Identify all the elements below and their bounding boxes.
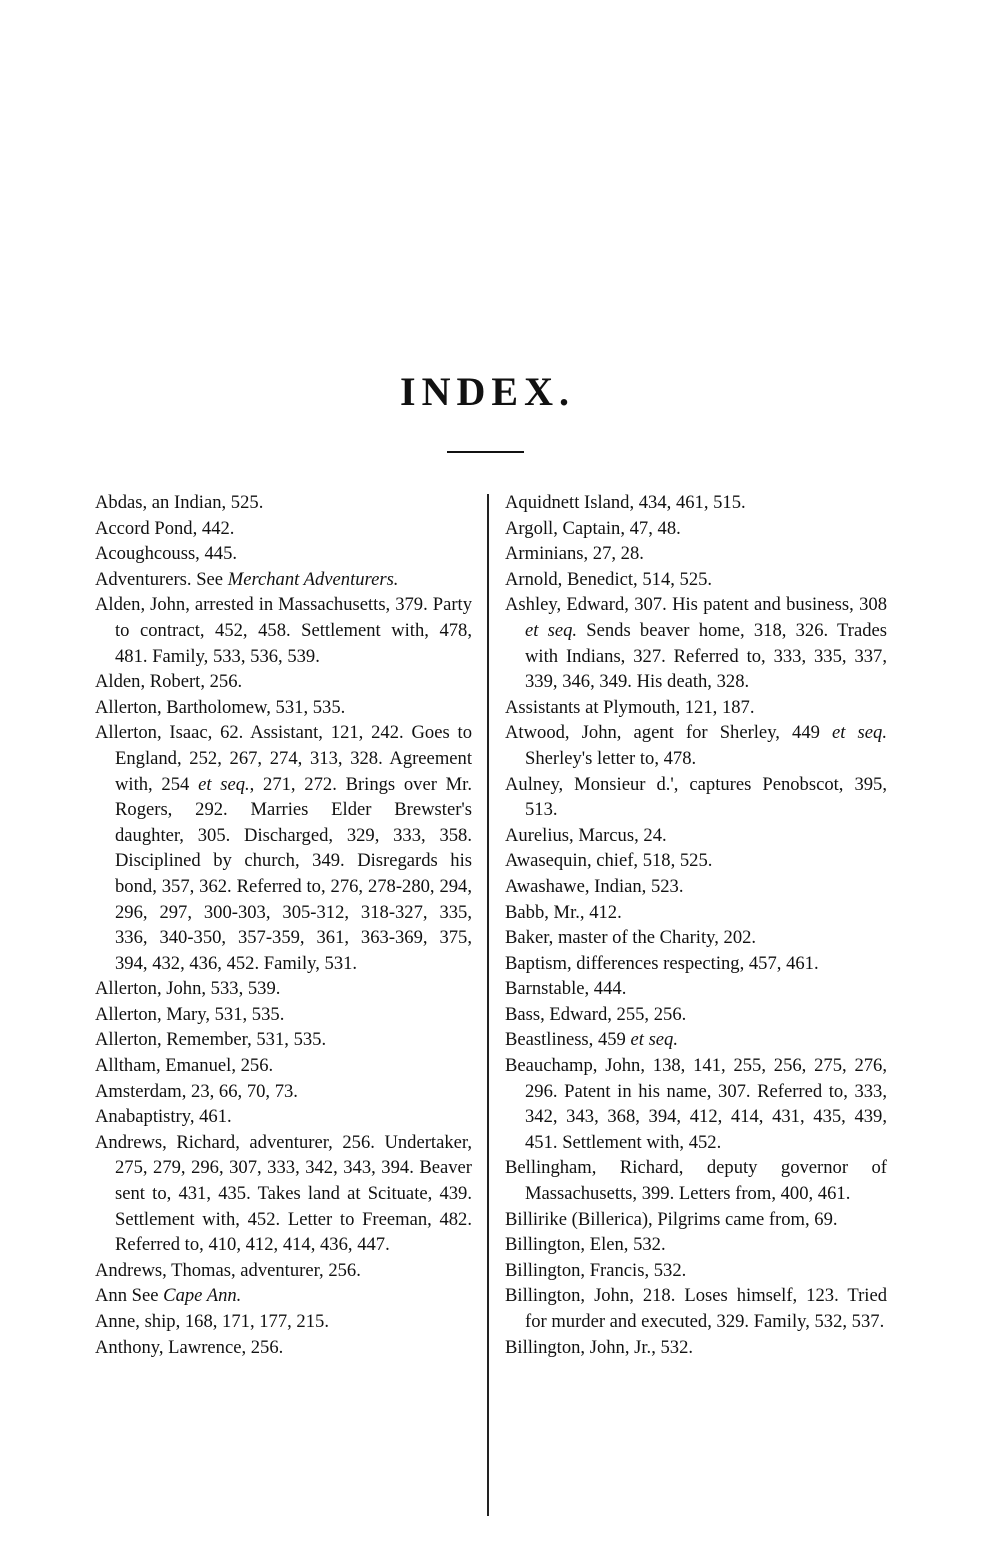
index-entry: Billington, John, 218. Loses himself, 123. Tried for murder and executed, 329. Family, 532, 537.: [505, 1285, 887, 1332]
index-entry: Aquidnett Island, 434, 461, 515.: [505, 492, 746, 513]
index-entry: Ann See Cape Ann.: [95, 1285, 242, 1307]
column-divider: [487, 494, 489, 1516]
index-entry: Bellingham, Richard, deputy governor of Massachusetts, 399. Letters from, 400, 461.: [505, 1157, 887, 1205]
index-entry: Baker, master of the Charity, 202.: [505, 927, 757, 949]
index-entry: Bass, Edward, 255, 256.: [505, 1003, 687, 1025]
index-entry: Billirike (Billerica), Pilgrims came from, 69.: [505, 1208, 838, 1230]
index-entry: Barnstable, 444.: [505, 978, 627, 1000]
index-entry: Alltham, Emanuel, 256.: [95, 1055, 274, 1077]
index-entry: Baptism, differences respecting, 457, 461.: [505, 952, 819, 974]
index-entry: Allerton, Bartholomew, 531, 535.: [95, 696, 346, 718]
index-entry: Beauchamp, John, 138, 141, 255, 256, 275, 276, 296. Patent in his name, 307. Referred to, 333, 342, 343, 368, 394, 412, 414, 431, 435, 439, 451. Settlement with, 452.: [505, 1055, 887, 1153]
index-entry: Amsterdam, 23, 66, 70, 73.: [95, 1080, 298, 1102]
index-column-left: [95, 490, 472, 1360]
index-entry: Allerton, John, 533, 539.: [95, 978, 281, 1000]
index-entry: Arminians, 27, 28.: [505, 543, 644, 565]
index-entry: Arnold, Benedict, 514, 525.: [505, 568, 713, 590]
index-entry: Allerton, Remember, 531, 535.: [95, 1029, 327, 1051]
page-title: INDEX.: [400, 369, 575, 414]
index-entry: Accord Pond, 442.: [95, 517, 235, 539]
index-entry: Awasequin, chief, 518, 525.: [505, 850, 713, 872]
index-entry: Aulney, Monsieur d.', captures Penobscot, 395, 513.: [505, 773, 887, 821]
index-entry: Billington, John, Jr., 532.: [505, 1336, 694, 1358]
index-entry: Billington, Francis, 532.: [505, 1259, 687, 1281]
index-entry: Anthony, Lawrence, 256.: [95, 1336, 284, 1358]
index-entry: Beastliness, 459 et seq.: [505, 1029, 679, 1051]
index-entry: Acoughcouss, 445.: [95, 543, 238, 565]
index-entry: Atwood, John, agent for Sherley, 449 et seq. Sherley's letter to, 478.: [505, 722, 887, 769]
index-entry: Anne, ship, 168, 171, 177, 215.: [95, 1311, 329, 1332]
index-entry: Billington, Elen, 532.: [505, 1234, 666, 1256]
title-rule: [447, 451, 524, 453]
index-entry: Aurelius, Marcus, 24.: [505, 824, 667, 846]
index-entry: Abdas, an Indian, 525.: [95, 492, 264, 513]
index-entry: Andrews, Richard, adventurer, 256. Undertaker, 275, 279, 296, 307, 333, 342, 343, 394. Beaver sent to, 431, 435. Takes land at Scituate, 439. Settlement with, 452. Letter to Freeman, 482. Referred to, 410, 412, 414, 436, 447.: [95, 1131, 472, 1256]
index-column-right: [505, 490, 887, 1360]
index-entry: Ashley, Edward, 307. His patent and business, 308 et seq. Sends beaver home, 318, 326. Trades with Indians, 327. Referred to, 333, 335, 337, 339, 346, 349. His death, 328.: [505, 594, 887, 693]
index-entry: Anabaptistry, 461.: [95, 1106, 232, 1128]
index-entry: Awashawe, Indian, 523.: [505, 875, 684, 897]
index-entry: Alden, Robert, 256.: [95, 671, 243, 693]
index-entry: Andrews, Thomas, adventurer, 256.: [95, 1259, 361, 1281]
index-entry: Alden, John, arrested in Massachusetts, 379. Party to contract, 452, 458. Settlement with, 478, 481. Family, 533, 536, 539.: [95, 594, 472, 667]
index-entry: Adventurers. See Merchant Adventurers.: [95, 568, 399, 590]
index-entry: Assistants at Plymouth, 121, 187.: [505, 696, 755, 718]
index-entry: Allerton, Mary, 531, 535.: [95, 1003, 285, 1025]
index-entry: Babb, Mr., 412.: [505, 901, 622, 923]
index-entry: Allerton, Isaac, 62. Assistant, 121, 242. Goes to England, 252, 267, 274, 313, 328. Agreement with, 254 et seq., 271, 272. Brings over Mr. Rogers, 292. Marries Elder Brewster's daughter, 305. Discharged, 329, 333, 358. Disciplined by church, 349. Disregards his bond, 357, 362. Referred to, 276, 278-280, 294, 296, 297, 300-303, 305-312, 318-327, 335, 336, 340-350, 357-359, 361, 363-369, 375, 394, 432, 436, 452. Family, 531.: [95, 722, 472, 974]
index-entry: Argoll, Captain, 47, 48.: [505, 517, 681, 539]
